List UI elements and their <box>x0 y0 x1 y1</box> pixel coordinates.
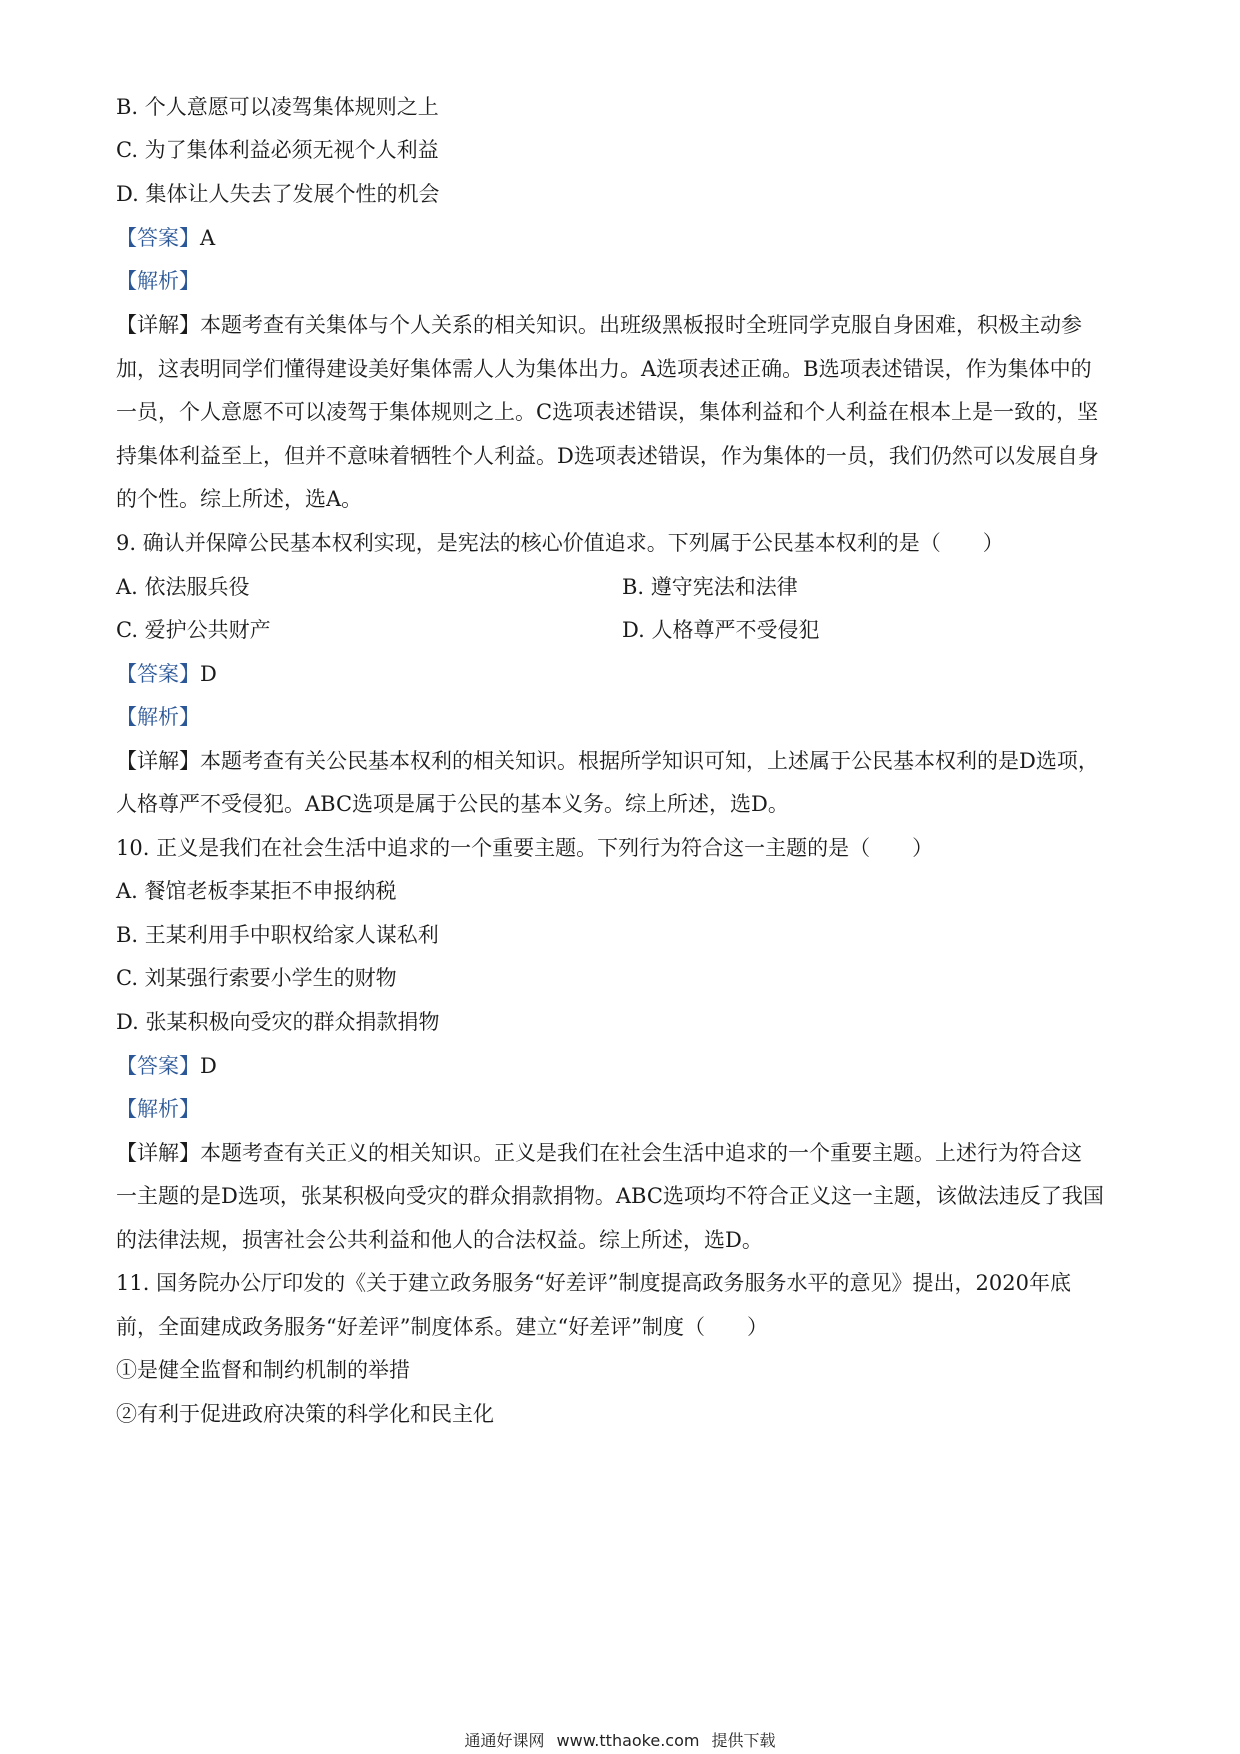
q8-answer <box>116 223 215 253</box>
q8-analysis-tag: 【解析】 <box>116 269 200 293</box>
q10-option-a: A. 餐馆老板李某拒不申报纳税 <box>116 879 397 903</box>
page-footer <box>0 1728 1240 1751</box>
q8-detail-line: 持集体利益至上，但并不意味着牺牲个人利益。D选项表述错误，作为集体的一员，我们仍然可以发展自身 <box>116 444 1099 468</box>
q9-option-a: A. 依法服兵役 <box>116 575 250 599</box>
detail-tag: 【详解】 <box>116 749 200 773</box>
q9-stem: 9. 确认并保障公民基本权利实现，是宪法的核心价值追求。下列属于公民基本权利的是（ ） <box>116 531 1004 555</box>
answer-value: A <box>200 226 216 250</box>
q9-option-d: D. 人格尊严不受侵犯 <box>622 618 820 642</box>
q10-answer <box>116 1051 217 1081</box>
q10-detail-line: 的法律法规，损害社会公共利益和他人的合法权益。综上所述，选D。 <box>116 1228 763 1252</box>
q8-detail-line: 的个性。综上所述，选A。 <box>116 487 363 511</box>
answer-tag: 【答案】 <box>116 1054 200 1078</box>
q9-detail-line: 人格尊严不受侵犯。ABC选项是属于公民的基本义务。综上所述，选D。 <box>116 792 789 816</box>
q10-analysis-tag: 【解析】 <box>116 1097 200 1121</box>
q10-option-d: D. 张某积极向受灾的群众捐款捐物 <box>116 1010 440 1034</box>
detail-tag: 【详解】 <box>116 313 200 337</box>
q10-option-c: C. 刘某强行索要小学生的财物 <box>116 966 397 990</box>
q10-option-b: B. 王某利用手中职权给家人谋私利 <box>116 923 439 947</box>
q9-analysis-tag: 【解析】 <box>116 705 200 729</box>
q10-stem: 10. 正义是我们在社会生活中追求的一个重要主题。下列行为符合这一主题的是（ ） <box>116 836 934 860</box>
answer-value: D <box>200 1054 217 1078</box>
detail-text: 本题考查有关公民基本权利的相关知识。根据所学知识可知，上述属于公民基本权利的是D选项， <box>200 749 1099 773</box>
answer-tag: 【答案】 <box>116 226 200 250</box>
answer-tag: 【答案】 <box>116 662 200 686</box>
answer-value: D <box>200 662 217 686</box>
detail-tag: 【详解】 <box>116 1141 200 1165</box>
q11-stem-line: 11. 国务院办公厅印发的《关于建立政务服务“好差评”制度提高政务服务水平的意见》提出，2020年底 <box>116 1271 1071 1295</box>
footer-site-name: 通通好课网 <box>464 1731 545 1750</box>
q8-option-b: B. 个人意愿可以凌驾集体规则之上 <box>116 95 439 119</box>
q8-detail-line: 一员，个人意愿不可以凌驾于集体规则之上。C选项表述错误，集体利益和个人利益在根本上是一致的，坚 <box>116 400 1099 424</box>
detail-text: 本题考查有关集体与个人关系的相关知识。出班级黑板报时全班同学克服自身困难，积极主动参 <box>200 313 1082 337</box>
q11-stem-line: 前，全面建成政务服务“好差评”制度体系。建立“好差评”制度（ ） <box>116 1315 768 1339</box>
footer-url[interactable]: www.tthaoke.com <box>556 1731 700 1750</box>
q8-option-c: C. 为了集体利益必须无视个人利益 <box>116 138 439 162</box>
footer-suffix: 提供下载 <box>711 1731 776 1750</box>
q9-option-c: C. 爱护公共财产 <box>116 618 271 642</box>
q11-item-1: ①是健全监督和制约机制的举措 <box>116 1358 410 1382</box>
q9-detail-line <box>116 746 1099 776</box>
q8-detail-line <box>116 310 1082 340</box>
q11-item-2: ②有利于促进政府决策的科学化和民主化 <box>116 1402 494 1426</box>
q8-option-d: D. 集体让人失去了发展个性的机会 <box>116 182 440 206</box>
detail-text: 本题考查有关正义的相关知识。正义是我们在社会生活中追求的一个重要主题。上述行为符合这 <box>200 1141 1082 1165</box>
q8-detail-line: 加，这表明同学们懂得建设美好集体需人人为集体出力。A选项表述正确。B选项表述错误，作为集体中的 <box>116 357 1092 381</box>
q10-detail-line: 一主题的是D选项，张某积极向受灾的群众捐款捐物。ABC选项均不符合正义这一主题，该做法违反了我国 <box>116 1184 1104 1208</box>
q10-detail-line <box>116 1138 1082 1168</box>
q9-answer <box>116 659 217 689</box>
q9-option-b: B. 遵守宪法和法律 <box>622 575 798 599</box>
